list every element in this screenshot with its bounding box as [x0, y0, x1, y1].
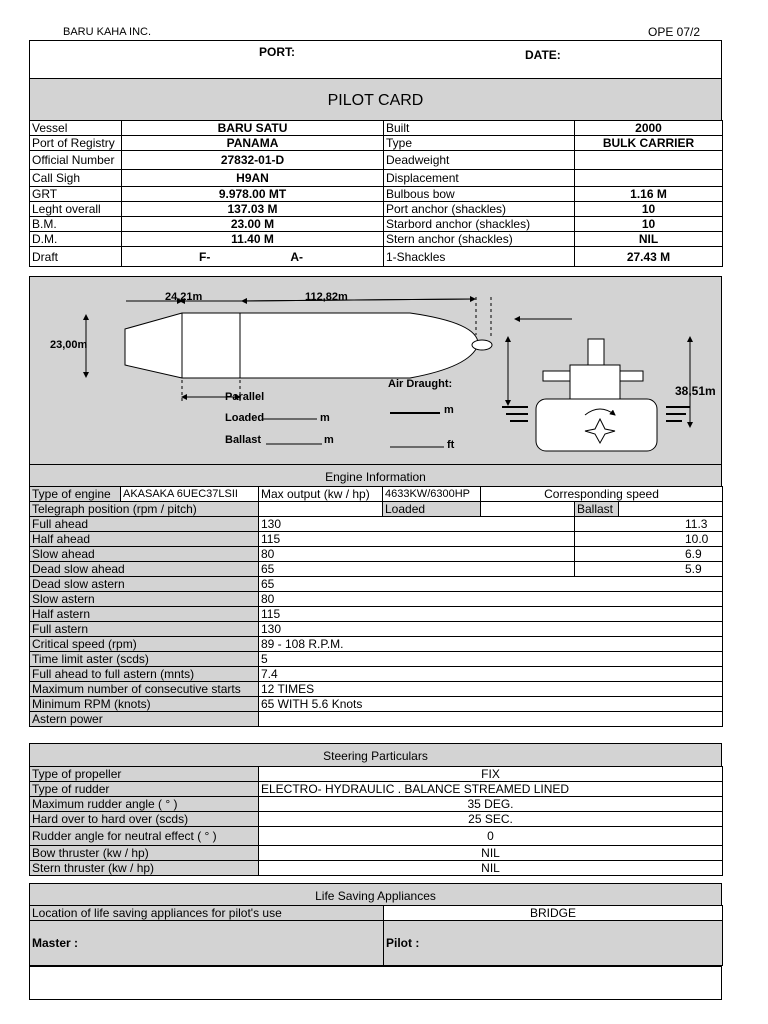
vessel-field-label: Type [384, 136, 575, 151]
vessel-field-label: Displacement [384, 170, 575, 187]
steering-row-value: NIL [259, 846, 723, 861]
vessel-field-label: Port anchor (shackles) [384, 202, 575, 217]
engine-row-rpm: 65 [259, 562, 575, 577]
vessel-field-label: Deadweight [384, 151, 575, 170]
vessel-field-value: BARU SATU [122, 121, 384, 136]
signature-blank-row [29, 966, 722, 1000]
page-title: PILOT CARD [327, 92, 424, 109]
loaded-col-blank [481, 502, 575, 517]
dim-fwd-label: 24,21m [165, 291, 203, 303]
vessel-field-label: Leght overall [30, 202, 122, 217]
loaded-col-label: Loaded [383, 502, 481, 517]
vessel-field-label: Starbord anchor (shackles) [384, 217, 575, 232]
engine-row-speed: 5.9 [575, 562, 723, 577]
engine-row [30, 577, 723, 592]
vessel-field-value: BULK CARRIER [575, 136, 723, 151]
steering-row-label: Type of rudder [30, 782, 259, 797]
vessel-field-label: Bulbous bow [384, 187, 575, 202]
engine-row-speed: 6.9 [575, 547, 723, 562]
vessel-row [30, 151, 723, 170]
steering-row-label: Type of propeller [30, 767, 259, 782]
vessel-field-value: 27.43 M [575, 247, 723, 267]
vessel-field-label: Port of Registry [30, 136, 122, 151]
engine-row-label: Astern power [30, 712, 259, 727]
steering-row [30, 861, 723, 876]
engine-row-rpm: 115 [259, 607, 723, 622]
air-draught-unit-ft: ft [447, 439, 455, 451]
port-label: PORT: [259, 45, 295, 59]
vessel-row [30, 247, 723, 267]
corresponding-speed-label: Corresponding speed [481, 487, 723, 502]
pilot-label: Pilot : [384, 921, 723, 966]
steering-row-label: Maximum rudder angle ( ° ) [30, 797, 259, 812]
engine-type-value: AKASAKA 6UEC37LSII [121, 487, 259, 502]
vessel-field-label: Vessel [30, 121, 122, 136]
life-saving-section-title: Life Saving Appliances [315, 889, 436, 903]
steering-row-value: 35 DEG. [259, 797, 723, 812]
steering-row [30, 767, 723, 782]
steering-section-title: Steering Particulars [323, 749, 428, 763]
engine-row [30, 697, 723, 712]
ship-diagram-panel [29, 276, 722, 465]
master-label: Master : [30, 921, 384, 966]
engine-row-rpm: 65 [259, 577, 723, 592]
engine-row-speed: 11.3 [575, 517, 723, 532]
steering-row [30, 797, 723, 812]
engine-row-rpm: 130 [259, 622, 723, 637]
vessel-field-value: 1.16 M [575, 187, 723, 202]
vessel-field-label: Call Sigh [30, 170, 122, 187]
vessel-field-value: 9.978.00 MT [122, 187, 384, 202]
vessel-row [30, 170, 723, 187]
engine-section-header [29, 464, 722, 487]
air-draught-label: Air Draught: [388, 378, 453, 390]
engine-row-rpm: 65 WITH 5.6 Knots [259, 697, 723, 712]
engine-row [30, 547, 723, 562]
vessel-row [30, 136, 723, 151]
date-label: DATE: [525, 48, 561, 62]
loaded-unit: m [320, 412, 330, 424]
vessel-row [30, 187, 723, 202]
life-saving-location-label: Location of life saving appliances for pilot's use [30, 906, 384, 921]
engine-row-label: Critical speed (rpm) [30, 637, 259, 652]
title-bar [29, 78, 722, 121]
engine-row-label: Dead slow ahead [30, 562, 259, 577]
vessel-particulars-table [29, 120, 723, 267]
engine-row [30, 622, 723, 637]
port-date-box [29, 40, 722, 79]
vessel-field-label: Official Number [30, 151, 122, 170]
steering-table [29, 766, 723, 876]
engine-row-rpm: 130 [259, 517, 575, 532]
draft-aft: A- [290, 249, 303, 264]
vessel-field-value: H9AN [122, 170, 384, 187]
ballast-col-label: Ballast [575, 502, 619, 517]
loaded-label: Loaded [225, 412, 265, 424]
vessel-field-value: 11.40 M [122, 232, 384, 247]
engine-row-rpm: 80 [259, 592, 723, 607]
engine-type-label: Type of engine [30, 487, 121, 502]
engine-info-table [29, 486, 723, 727]
vessel-field-value: NIL [575, 232, 723, 247]
ship-dimensions-diagram [30, 277, 721, 464]
engine-row-label: Slow astern [30, 592, 259, 607]
engine-row [30, 517, 723, 532]
vessel-row [30, 121, 723, 136]
steering-row-label: Stern thruster (kw / hp) [30, 861, 259, 876]
max-output-value: 4633KW/6300HP [383, 487, 481, 502]
engine-row [30, 637, 723, 652]
document-code: OPE 07/2 [648, 25, 701, 39]
engine-row [30, 682, 723, 697]
ballast-unit: m [324, 434, 334, 446]
engine-row-label: Time limit aster (scds) [30, 652, 259, 667]
vessel-field-value: PANAMA [122, 136, 384, 151]
vessel-field-value: 10 [575, 217, 723, 232]
vessel-field-label: Draft [30, 247, 122, 267]
engine-row [30, 562, 723, 577]
vessel-field-label: Stern anchor (shackles) [384, 232, 575, 247]
max-output-label: Max output (kw / hp) [259, 487, 383, 502]
vessel-row [30, 202, 723, 217]
vessel-field-value: 2000 [575, 121, 723, 136]
draft-fwd: F- [199, 249, 211, 264]
engine-row-rpm: 5 [259, 652, 723, 667]
height-label: 38,51m [675, 384, 716, 398]
vessel-field-value: 23.00 M [122, 217, 384, 232]
dim-beam-label: 23,00m [50, 339, 88, 351]
vessel-field-value [575, 170, 723, 187]
hull-outline [125, 313, 492, 378]
vessel-field-value: 137.03 M [122, 202, 384, 217]
steering-row-label: Hard over to hard over (scds) [30, 812, 259, 827]
engine-row [30, 532, 723, 547]
engine-row [30, 667, 723, 682]
engine-row-rpm: 89 - 108 R.P.M. [259, 637, 723, 652]
steering-row-value: FIX [259, 767, 723, 782]
engine-row-label: Half ahead [30, 532, 259, 547]
steering-row-value: 25 SEC. [259, 812, 723, 827]
engine-row-label: Slow ahead [30, 547, 259, 562]
engine-row-label: Dead slow astern [30, 577, 259, 592]
engine-row-rpm: 7.4 [259, 667, 723, 682]
steering-row-value: 0 [259, 827, 723, 846]
engine-row-label: Maximum number of consecutive starts [30, 682, 259, 697]
steering-row-label: Rudder angle for neutral effect ( ° ) [30, 827, 259, 846]
engine-row-label: Full ahead [30, 517, 259, 532]
dim-parallel-length-label: 112,82m [305, 291, 348, 303]
life-saving-location-value: BRIDGE [384, 906, 723, 921]
engine-row [30, 592, 723, 607]
vessel-row [30, 217, 723, 232]
engine-row-rpm [259, 712, 723, 727]
engine-row-rpm: 115 [259, 532, 575, 547]
company-name: BARU KAHA INC. [63, 26, 152, 38]
steering-row-value: ELECTRO- HYDRAULIC . BALANCE STREAMED LINED [259, 782, 723, 797]
ballast-label: Ballast [225, 434, 262, 446]
engine-row-rpm: 12 TIMES [259, 682, 723, 697]
steering-row [30, 827, 723, 846]
vessel-field-value: 27832-01-D [122, 151, 384, 170]
engine-row-label: Full ahead to full astern (mnts) [30, 667, 259, 682]
engine-row-label: Minimum RPM (knots) [30, 697, 259, 712]
engine-row-speed: 10.0 [575, 532, 723, 547]
steering-row [30, 782, 723, 797]
vessel-row [30, 232, 723, 247]
steering-row-label: Bow thruster (kw / hp) [30, 846, 259, 861]
vessel-field-label: B.M. [30, 217, 122, 232]
engine-row [30, 712, 723, 727]
air-draught-unit-m: m [444, 404, 454, 416]
telegraph-label: Telegraph position (rpm / pitch) [30, 502, 259, 517]
vessel-field-label: 1-Shackles [384, 247, 575, 267]
engine-row-label: Full astern [30, 622, 259, 637]
engine-section-title: Engine Information [325, 470, 426, 484]
steering-row-value: NIL [259, 861, 723, 876]
engine-row-rpm: 80 [259, 547, 575, 562]
steering-row [30, 846, 723, 861]
life-saving-section-header [29, 883, 722, 906]
engine-row [30, 652, 723, 667]
vessel-field-value: 10 [575, 202, 723, 217]
steering-section-header [29, 743, 722, 767]
engine-row-label: Half astern [30, 607, 259, 622]
vessel-field-label: D.M. [30, 232, 122, 247]
engine-row [30, 607, 723, 622]
steering-row [30, 812, 723, 827]
parallel-label: Parallel [225, 391, 265, 403]
ballast-col-blank [619, 502, 723, 517]
vessel-field-value [575, 151, 723, 170]
telegraph-blank [259, 502, 383, 517]
life-saving-table [29, 905, 723, 966]
draft-value-cell [122, 247, 384, 267]
ship-front-view [536, 339, 657, 451]
vessel-field-label: Built [384, 121, 575, 136]
vessel-field-label: GRT [30, 187, 122, 202]
